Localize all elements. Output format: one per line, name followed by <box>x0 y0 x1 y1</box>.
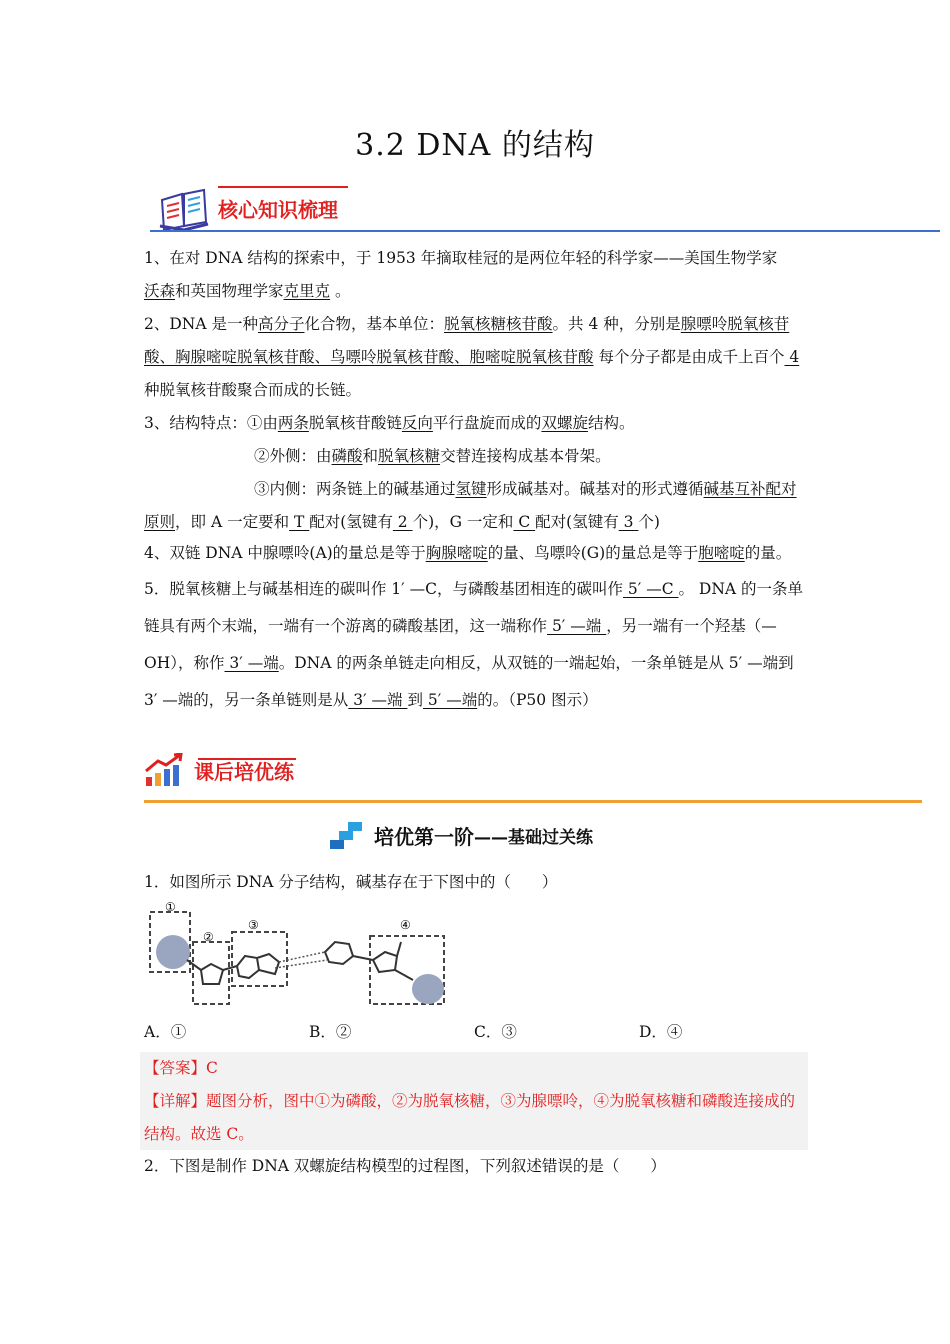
p3-l3-f: T <box>289 513 310 531</box>
marker-3: ③ <box>248 918 259 932</box>
p3-blank-d: 反向 <box>401 414 433 432</box>
paragraph-1 <box>144 242 809 308</box>
answer-line <box>144 1052 804 1085</box>
question-1-stem: 1．如图所示 DNA 分子结构，碱基存在于下图中的（ ） <box>144 873 558 891</box>
p3-l3-m: 个) <box>638 513 660 531</box>
p2-text-g: 每个分子都是由成千上百个 <box>593 348 785 366</box>
p3-text-a: 3、结构特点：①由 <box>144 414 278 432</box>
answer-box <box>140 1052 808 1150</box>
option-d[interactable]: D．④ <box>639 1023 683 1041</box>
detail-label: 【详解】 <box>144 1092 207 1110</box>
phosphate-circle-right <box>412 974 444 1004</box>
p1-blank-crick: 克里克 <box>283 282 331 300</box>
box-2 <box>193 942 229 1004</box>
p5-text-e: ，另一端有一个羟基（—OH），称作 <box>144 617 777 672</box>
p4-text-a: 4、双链 DNA 中腺嘌呤(A)的量总是等于 <box>144 544 426 562</box>
paragraph-3 <box>144 407 809 539</box>
p1-text-3: 。 <box>330 282 351 300</box>
section-label-practice: 课后培优练 <box>194 759 294 784</box>
detail-text: 题图分析，图中①为磷酸，②为脱氧核糖，③为腺嘌呤，④为脱氧核糖和磷酸连接成的结构。故选 C。 <box>144 1092 796 1143</box>
p3-l2-b: 磷酸 <box>331 447 363 465</box>
p2-blank-h: 4 <box>784 348 800 366</box>
p2-text-i: 种脱氧核苷酸聚合而成的长链。 <box>144 381 362 399</box>
p5-text-k: 的。（P50 图示） <box>477 691 598 709</box>
p3-l2-e: 交替连接构成基本骨架。 <box>440 447 611 465</box>
p1-blank-watson: 沃森 <box>144 282 176 300</box>
p3-l2-d: 脱氧核糖 <box>378 447 441 465</box>
p3-text-e: 平行盘旋而成的 <box>432 414 542 432</box>
answer-label: 【答案】 <box>144 1059 207 1077</box>
marker-4: ④ <box>400 918 411 932</box>
p3-l3-i: 个)，G 一定和 <box>412 513 514 531</box>
p2-blank-b: 高分子 <box>257 315 305 333</box>
subsection-title-main: 培优第一阶 <box>374 824 474 849</box>
p2-text-e: 。共 4 种，分别是 <box>552 315 681 333</box>
p3-text-c: 脱氧核苷酸链 <box>308 414 402 432</box>
p1-text: 1、在对 DNA 结构的探索中，于 1953 年摘取桂冠的是两位年轻的科学家——美国生物学家 <box>144 249 778 267</box>
marker-2: ② <box>203 930 214 944</box>
p4-text-c: 的量、鸟嘌呤(G)的量总是等于 <box>487 544 699 562</box>
section-label-knowledge: 核心知识梳理 <box>218 197 338 222</box>
p5-text-i: 到 <box>407 691 423 709</box>
p3-l3-h: 2 <box>392 513 413 531</box>
p3-l3-l: 3 <box>618 513 639 531</box>
page-title: 3.2 DNA 的结构 <box>355 128 595 163</box>
section-divider-practice <box>144 800 922 803</box>
paragraph-5 <box>144 571 809 719</box>
p3-l3-k: 配对(氢键有 <box>535 513 619 531</box>
answer-value: C <box>206 1059 218 1077</box>
subsection-title <box>330 820 593 850</box>
p3-blank-b: 两条 <box>277 414 309 432</box>
p5-text-g: 。DNA 的两条单链走向相反，从双链的一端起始，一条单链是从 5′ —端到 3′ —端的，另一条单链则是从 <box>144 654 794 709</box>
dna-structure-diagram <box>145 898 455 1010</box>
p3-line-3 <box>144 473 809 539</box>
p5-blank-h: 3′ —端 <box>348 691 408 709</box>
base-ring-b <box>257 954 279 974</box>
p4-text-e: 的量。 <box>744 544 792 562</box>
p3-l3-c: 形成碱基对。碱基对的形式遵循 <box>486 480 704 498</box>
p3-l3-j: C <box>513 513 536 531</box>
detail-line <box>144 1085 804 1151</box>
p2-text-a: 2、DNA 是一种 <box>144 315 258 333</box>
p3-l3-b: 氢键 <box>455 480 487 498</box>
option-b[interactable]: B．② <box>309 1023 352 1041</box>
question-2-stem: 2．下图是制作 DNA 双螺旋结构模型的过程图，下列叙述错误的是（ ） <box>144 1157 666 1175</box>
p2-blank-d: 脱氧核糖核苷酸 <box>444 315 553 333</box>
marker-1: ① <box>165 900 176 914</box>
p2-text-c: 化合物，基本单位： <box>304 315 445 333</box>
p5-text-a: 5．脱氧核糖上与碱基相连的碳叫作 1′ —C，与磷酸基团相连的碳叫作 <box>144 580 623 598</box>
p4-blank-b: 胸腺嘧啶 <box>425 544 488 562</box>
p3-l3-g: 配对(氢键有 <box>309 513 393 531</box>
sugar-ring-left <box>201 964 223 984</box>
section-divider-knowledge <box>150 230 940 232</box>
p5-blank-j: 5′ —端 <box>423 691 478 709</box>
p5-text-c: 。 DNA 的一条单链具有两个末端，一端有一个游离的磷酸基团，这一端称作 <box>144 580 804 635</box>
steps-icon <box>330 820 368 850</box>
p3-line-2 <box>144 440 809 473</box>
book-icon <box>158 186 210 230</box>
sugar-ring-right <box>373 952 397 972</box>
phosphate-circle-left <box>156 935 190 969</box>
paragraph-4 <box>144 537 809 570</box>
p1-text-2: 和英国物理学家 <box>175 282 284 300</box>
option-a[interactable]: A．① <box>144 1023 187 1041</box>
practice-label-overline <box>198 758 296 760</box>
p5-blank-b: 5′ —C <box>622 580 679 598</box>
p3-l2-a: ②外侧：由 <box>254 447 332 465</box>
p4-blank-d: 胞嘧啶 <box>698 544 745 562</box>
box-3 <box>232 932 287 986</box>
section-label-overline <box>218 186 348 188</box>
growth-chart-icon <box>144 753 186 787</box>
p3-l2-c: 和 <box>362 447 379 465</box>
p5-blank-d: 5′ —端 <box>547 617 607 635</box>
option-c[interactable]: C．③ <box>474 1023 517 1041</box>
base-ring-c <box>325 942 353 964</box>
subsection-title-sub: ——基础过关练 <box>474 827 593 848</box>
p5-blank-f: 3′ —端 <box>224 654 279 672</box>
p3-l3-e: ，即 A 一定要和 <box>175 513 290 531</box>
section-header-knowledge <box>158 186 338 230</box>
p3-l3-a: ③内侧：两条链上的碱基通过 <box>254 480 456 498</box>
p3-text-g: 结构。 <box>587 414 635 432</box>
base-ring-a <box>237 956 259 978</box>
question-1-options <box>144 1020 804 1042</box>
p3-l3-d: 碱基互补配对原则 <box>144 480 797 531</box>
paragraph-2 <box>144 308 809 407</box>
p3-blank-f: 双螺旋 <box>541 414 588 432</box>
p2-blank-f: 腺嘌呤脱氧核苷酸、胸腺嘧啶脱氧核苷酸、鸟嘌呤脱氧核苷酸、胞嘧啶脱氧核苷酸 <box>144 315 790 366</box>
